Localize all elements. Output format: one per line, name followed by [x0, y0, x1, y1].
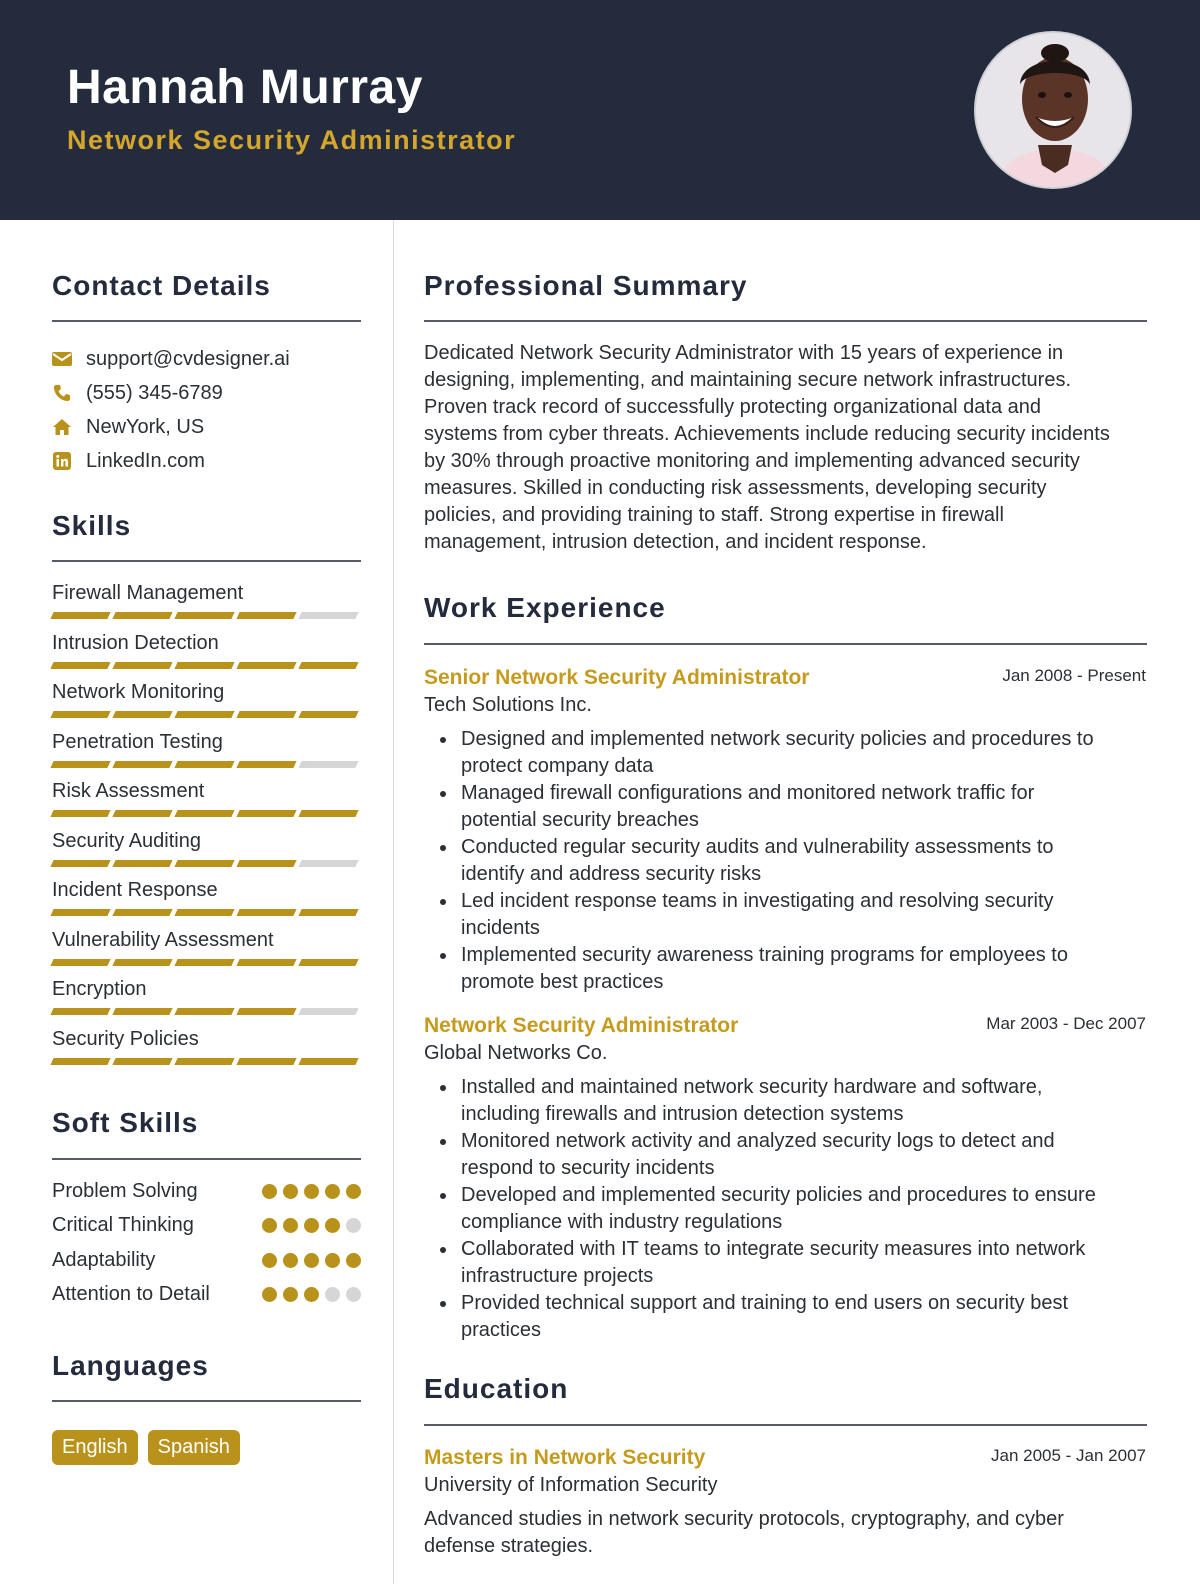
- skill-level-segment: [112, 1058, 172, 1065]
- rating-dot: [283, 1184, 298, 1199]
- skill-level-segment: [50, 612, 110, 619]
- rating-dot: [346, 1218, 361, 1233]
- job-bullet: Monitored network activity and analyzed security logs to detect and respond to security incidents: [424, 1128, 1144, 1182]
- skill-level-segment: [174, 612, 234, 619]
- skill-level-segment: [236, 612, 296, 619]
- languages-section-rule: [52, 1400, 361, 1402]
- skill-level-segment: [298, 612, 358, 619]
- skill-level-segment: [50, 711, 110, 718]
- soft-skill-item: [52, 1280, 361, 1310]
- skill-level-segment: [236, 1058, 296, 1065]
- rating-dot: [346, 1287, 361, 1302]
- skill-level-bar: [52, 860, 361, 867]
- skill-level-segment: [112, 711, 172, 718]
- rating-dot: [283, 1287, 298, 1302]
- contact-linkedin[interactable]: [52, 446, 205, 476]
- soft-skill-rating: [262, 1184, 361, 1199]
- soft-skill-label: Problem Solving: [52, 1179, 198, 1202]
- skill-item: [52, 828, 361, 867]
- skill-level-segment: [174, 810, 234, 817]
- skill-level-segment: [236, 662, 296, 669]
- skill-label: Encryption: [52, 978, 147, 1000]
- skill-level-segment: [298, 909, 358, 916]
- skill-level-segment: [50, 810, 110, 817]
- skill-level-segment: [236, 711, 296, 718]
- skill-level-segment: [112, 810, 172, 817]
- skill-level-bar: [52, 810, 361, 817]
- envelope-icon: [52, 349, 72, 369]
- skill-item: [52, 729, 361, 768]
- skill-level-segment: [112, 662, 172, 669]
- resume-header: [0, 0, 1200, 220]
- skill-level-bar: [52, 711, 361, 718]
- rating-dot: [325, 1218, 340, 1233]
- rating-dot: [262, 1184, 277, 1199]
- job-bullet: Collaborated with IT teams to integrate security measures into network infrastructure projects: [424, 1236, 1144, 1290]
- summary-line: policies, and providing training to staff. Strong expertise in firewall: [424, 504, 1004, 526]
- job-bullet: Designed and implemented network security policies and procedures to protect company data: [424, 726, 1144, 780]
- skill-level-bar: [52, 909, 361, 916]
- skill-level-segment: [174, 1008, 234, 1015]
- skill-level-segment: [236, 860, 296, 867]
- skills-section-title: Skills: [52, 510, 132, 541]
- rating-dot: [262, 1253, 277, 1268]
- job-company: Tech Solutions Inc.: [424, 694, 592, 716]
- rating-dot: [325, 1253, 340, 1268]
- summary-line: systems from cyber threats. Achievements include reducing security incidents: [424, 423, 1110, 445]
- degree-title: Masters in Network Security: [424, 1446, 706, 1469]
- summary-line: measures. Skilled in conducting risk assessments, developing security: [424, 477, 1047, 499]
- skill-item: [52, 927, 361, 966]
- skill-level-segment: [50, 1058, 110, 1065]
- summary-line: management, intrusion detection, and incident response.: [424, 531, 927, 553]
- contact-linkedin-text: LinkedIn.com: [86, 449, 205, 472]
- summary-section-rule: [424, 320, 1147, 322]
- skill-level-bar: [52, 612, 361, 619]
- rating-dot: [304, 1218, 319, 1233]
- job-bullet: Installed and maintained network security hardware and software, including firewalls and intrusion detection systems: [424, 1074, 1144, 1128]
- rating-dot: [283, 1253, 298, 1268]
- soft-skill-rating: [262, 1218, 361, 1233]
- job-bullet: Conducted regular security audits and vulnerability assessments to identify and address security risks: [424, 834, 1144, 888]
- education-description: [424, 1506, 1149, 1560]
- job-bullet: Implemented security awareness training programs for employees to promote best practices: [424, 942, 1144, 996]
- skill-level-segment: [50, 1008, 110, 1015]
- skill-label: Vulnerability Assessment: [52, 928, 274, 951]
- skill-level-segment: [174, 959, 234, 966]
- language-badge: English: [52, 1430, 138, 1465]
- soft-skill-label: Attention to Detail: [52, 1283, 210, 1305]
- skill-level-segment: [174, 761, 234, 768]
- skill-label: Penetration Testing: [52, 730, 223, 753]
- contact-location: [52, 412, 204, 442]
- skill-label: Security Auditing: [52, 829, 201, 852]
- skill-level-segment: [298, 860, 358, 867]
- skill-level-segment: [50, 860, 110, 867]
- rating-dot: [262, 1287, 277, 1302]
- summary-line: designing, implementing, and maintaining secure network infrastructures.: [424, 369, 1072, 391]
- rating-dot: [304, 1253, 319, 1268]
- skill-level-bar: [52, 1058, 361, 1065]
- skill-level-segment: [298, 711, 358, 718]
- soft-skill-item: [52, 1211, 361, 1241]
- soft-skill-item: [52, 1245, 361, 1275]
- rating-dot: [304, 1287, 319, 1302]
- skill-item: [52, 976, 361, 1015]
- job-title: Senior Network Security Administrator: [424, 666, 810, 689]
- column-divider: [393, 220, 394, 1584]
- job-company: Global Networks Co.: [424, 1042, 608, 1064]
- skill-level-segment: [298, 1058, 358, 1065]
- languages-section-title: Languages: [52, 1350, 209, 1381]
- job-bullet: Managed firewall configurations and monitored network traffic for potential security breaches: [424, 780, 1144, 834]
- job-bullet: Developed and implemented security policies and procedures to ensure compliance with industry regulations: [424, 1182, 1144, 1236]
- job-dates: Mar 2003 - Dec 2007: [986, 1014, 1146, 1033]
- candidate-role: Network Security Administrator: [67, 125, 517, 155]
- skill-level-segment: [174, 1058, 234, 1065]
- language-badge: Spanish: [148, 1430, 240, 1465]
- skill-item: [52, 877, 361, 916]
- skill-label: Network Monitoring: [52, 681, 225, 703]
- skill-level-bar: [52, 959, 361, 966]
- skill-level-segment: [112, 761, 172, 768]
- portrait-illustration: [976, 33, 1132, 189]
- contact-section-rule: [52, 320, 361, 322]
- phone-icon: [52, 383, 72, 403]
- skill-item: [52, 679, 361, 718]
- skill-label: Firewall Management: [52, 582, 244, 604]
- soft-skill-rating: [262, 1253, 361, 1268]
- job-bullet: Led incident response teams in investigating and resolving security incidents: [424, 888, 1144, 942]
- skill-level-segment: [174, 711, 234, 718]
- skill-level-segment: [112, 860, 172, 867]
- soft-skills-section-rule: [52, 1158, 361, 1160]
- contact-email[interactable]: [52, 344, 290, 374]
- skill-level-segment: [298, 1008, 358, 1015]
- skill-level-segment: [236, 1008, 296, 1015]
- skill-level-bar: [52, 1008, 361, 1015]
- skill-level-segment: [174, 860, 234, 867]
- skill-level-bar: [52, 662, 361, 669]
- skill-level-segment: [298, 959, 358, 966]
- job-bullets: [424, 726, 1144, 996]
- soft-skills-section-title: Soft Skills: [52, 1107, 199, 1138]
- experience-section-title: Work Experience: [424, 592, 666, 623]
- education-dates: Jan 2005 - Jan 2007: [990, 1446, 1146, 1465]
- skill-item: [52, 630, 361, 669]
- home-icon: [52, 417, 72, 437]
- skill-item: [52, 1026, 361, 1065]
- skill-label: Intrusion Detection: [52, 631, 219, 654]
- skill-level-segment: [174, 909, 234, 916]
- education-section-rule: [424, 1424, 1147, 1426]
- summary-section-title: Professional Summary: [424, 270, 748, 301]
- skill-level-segment: [112, 909, 172, 916]
- skill-item: [52, 580, 361, 619]
- skill-level-segment: [236, 909, 296, 916]
- education-section-title: Education: [424, 1373, 569, 1404]
- contact-phone[interactable]: [52, 378, 223, 408]
- profile-photo: [974, 31, 1132, 189]
- contact-phone-text: (555) 345-6789: [86, 381, 223, 404]
- job-dates: Jan 2008 - Present: [1002, 666, 1146, 685]
- skill-level-segment: [50, 761, 110, 768]
- contact-location-text: NewYork, US: [86, 415, 205, 438]
- skill-level-segment: [298, 761, 358, 768]
- soft-skill-label: Critical Thinking: [52, 1214, 194, 1236]
- education-description-line: defense strategies.: [424, 1535, 593, 1557]
- summary-line: Dedicated Network Security Administrator with 15 years of experience in: [424, 342, 1064, 364]
- skill-level-segment: [236, 959, 296, 966]
- rating-dot: [346, 1253, 361, 1268]
- education-description-line: Advanced studies in network security protocols, cryptography, and cyber: [424, 1508, 1064, 1530]
- summary-line: Proven track record of successfully protecting organizational data and: [424, 396, 1042, 418]
- skill-level-segment: [112, 612, 172, 619]
- job-title: Network Security Administrator: [424, 1014, 739, 1037]
- rating-dot: [283, 1218, 298, 1233]
- job-bullets: [424, 1074, 1144, 1344]
- skill-level-segment: [298, 662, 358, 669]
- skills-section-rule: [52, 560, 361, 562]
- skill-item: [52, 778, 361, 817]
- rating-dot: [304, 1184, 319, 1199]
- soft-skill-item: [52, 1176, 361, 1206]
- rating-dot: [325, 1184, 340, 1199]
- languages-list: [52, 1430, 240, 1465]
- skill-label: Incident Response: [52, 879, 218, 901]
- soft-skill-label: Adaptability: [52, 1248, 156, 1271]
- skill-level-segment: [112, 959, 172, 966]
- skill-label: Risk Assessment: [52, 780, 205, 802]
- linkedin-icon: [52, 451, 72, 471]
- skill-level-segment: [236, 810, 296, 817]
- experience-section-rule: [424, 643, 1147, 645]
- summary-line: by 30% through proactive monitoring and implementing advanced security: [424, 450, 1080, 472]
- school-name: University of Information Security: [424, 1474, 718, 1496]
- skill-level-segment: [174, 662, 234, 669]
- soft-skill-rating: [262, 1287, 361, 1302]
- skill-level-segment: [50, 662, 110, 669]
- rating-dot: [325, 1287, 340, 1302]
- skill-level-segment: [298, 810, 358, 817]
- job-bullet: Provided technical support and training to end users on security best practices: [424, 1290, 1144, 1344]
- skill-level-bar: [52, 761, 361, 768]
- skill-label: Security Policies: [52, 1027, 199, 1050]
- skill-level-segment: [50, 909, 110, 916]
- candidate-name: Hannah Murray: [67, 61, 423, 114]
- rating-dot: [346, 1184, 361, 1199]
- rating-dot: [262, 1218, 277, 1233]
- contact-email-text: support@cvdesigner.ai: [86, 347, 290, 370]
- contact-section-title: Contact Details: [52, 270, 271, 301]
- summary-text: [424, 340, 1149, 556]
- skill-level-segment: [236, 761, 296, 768]
- skill-level-segment: [50, 959, 110, 966]
- skill-level-segment: [112, 1008, 172, 1015]
